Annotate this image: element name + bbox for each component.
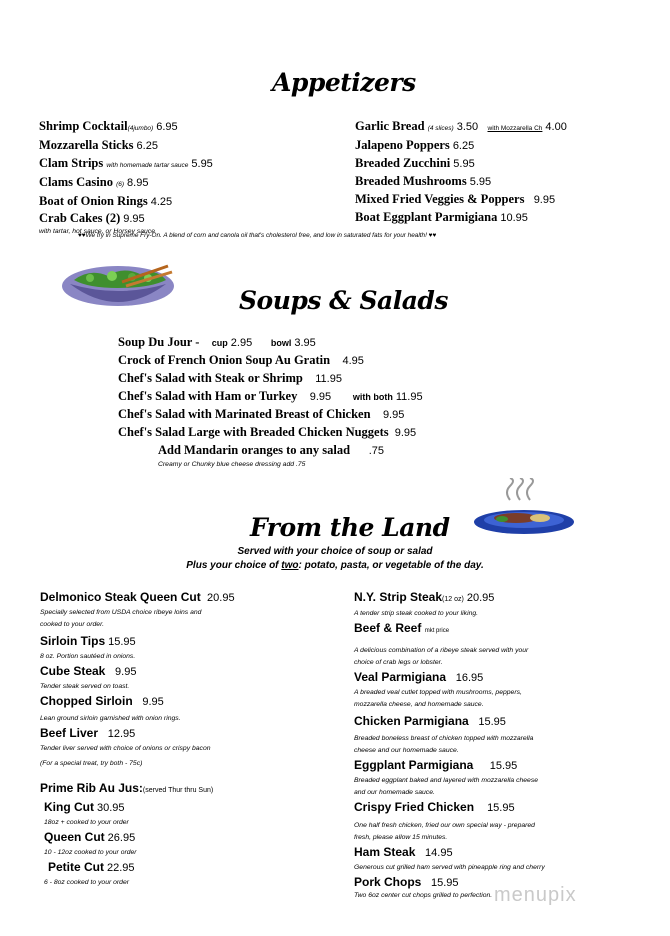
- menu-item: Delmonico Steak Queen Cut 20.95: [40, 590, 235, 604]
- appetizers-heading: Appetizers: [272, 68, 416, 97]
- menu-item: Cube Steak 9.95: [40, 664, 137, 678]
- menu-item: Eggplant Parmigiana 15.95: [354, 758, 518, 772]
- menu-item: Soup Du Jour - cup 2.95 bowl 3.95: [118, 335, 316, 349]
- item-description: (For a special treat, try both - 75c): [40, 760, 143, 767]
- item-description: A tender strip steak cooked to your liking.: [354, 610, 479, 617]
- menu-item: Add Mandarin oranges to any salad .75: [158, 443, 384, 457]
- item-description: cooked to your order.: [40, 621, 104, 628]
- menu-item: Prime Rib Au Jus:(served Thur thru Sun): [40, 781, 214, 795]
- land-left-column: [40, 589, 235, 889]
- prime-rib-cuts: [40, 799, 235, 889]
- menu-item: Crab Cakes (2) 9.95: [39, 211, 145, 225]
- menu-item: Crispy Fried Chicken 15.95: [354, 800, 515, 814]
- item-description: Breaded eggplant baked and layered with mozzarella cheese: [354, 777, 539, 784]
- soups-salads-heading: Soups & Salads: [239, 286, 448, 315]
- item-description: Generous cut grilled ham served with pineapple ring and cherry: [354, 864, 545, 871]
- menu-item: N.Y. Strip Steak(12 oz) 20.95: [354, 590, 495, 604]
- menu-item: Shrimp Cocktail(4jumbo) 6.95: [39, 119, 178, 133]
- item-description: 10 - 12oz cooked to your order: [44, 849, 137, 856]
- menu-item: Breaded Zucchini 5.95: [355, 156, 475, 170]
- menu-item: Breaded Mushrooms 5.95: [355, 174, 492, 188]
- menu-item: Jalapeno Poppers 6.25: [355, 138, 475, 152]
- item-description: choice of crab legs or lobster.: [354, 659, 443, 666]
- land-subtitle-line1: Served with your choice of soup or salad: [237, 546, 433, 557]
- item-description: Two 6oz center cut chops grilled to perfection.: [354, 892, 493, 899]
- menu-item: Beef & Reef mkt price: [354, 621, 450, 635]
- item-description: fresh, please allow 15 minutes.: [354, 834, 448, 841]
- menupix-watermark: menupix: [494, 884, 577, 906]
- item-description: 18oz + cooked to your order: [44, 819, 129, 826]
- salad-bowl-icon: [60, 262, 178, 315]
- menu-item: Chicken Parmigiana 15.95: [354, 714, 506, 728]
- menu-item: Mozzarella Sticks 6.25: [39, 138, 158, 152]
- item-description: Tender liver served with choice of onions or crispy bacon: [40, 745, 211, 752]
- menu-item: Clam Strips with homemade tartar sauce 5.95: [39, 156, 213, 170]
- menu-item: Chef's Salad Large with Breaded Chicken Nuggets 9.95: [118, 425, 417, 439]
- soups-salads-list: [118, 334, 423, 470]
- dressing-note: Creamy or Chunky blue cheese dressing add .75: [158, 461, 306, 468]
- item-description: Breaded boneless breast of chicken topped with mozzarella: [354, 735, 534, 742]
- from-the-land-heading: From the Land: [250, 513, 450, 542]
- fry-oil-note: ♥♥We fry in Supreme Fry-On. A blend of corn and canola oil that's cholesterol free, and low in saturated fats for your health! ♥♥: [78, 232, 437, 239]
- item-description: and our homemade sauce.: [354, 789, 435, 796]
- item-description: A breaded veal cutlet topped with mushrooms, peppers,: [354, 689, 522, 696]
- menu-item: Boat of Onion Rings 4.25: [39, 194, 173, 208]
- menu-item: Chef's Salad with Marinated Breast of Chicken 9.95: [118, 407, 405, 421]
- menu-item: King Cut 30.95: [44, 800, 125, 814]
- menu-item: Boat Eggplant Parmigiana 10.95: [355, 210, 528, 224]
- item-description: 8 oz. Portion sautéed in onions.: [40, 653, 136, 660]
- menu-item: Clams Casino (6) 8.95: [39, 175, 149, 189]
- item-description: 6 - 8oz cooked to your order: [44, 879, 130, 886]
- item-description: cheese and our homemade sauce.: [354, 747, 459, 754]
- menu-item: Mixed Fried Veggies & Poppers 9.95: [355, 192, 556, 206]
- item-description: Lean ground sirloin garnished with onion rings.: [40, 715, 181, 722]
- menu-item: Beef Liver 12.95: [40, 726, 136, 740]
- menu-item: Veal Parmigiana 16.95: [354, 670, 484, 684]
- item-description: Specially selected from USDA choice ribeye loins and: [40, 609, 202, 616]
- menu-item: Chef's Salad with Ham or Turkey 9.95 with both 11.95: [118, 389, 423, 403]
- land-subtitle: [0, 545, 670, 573]
- menu-item: Queen Cut 26.95: [44, 830, 136, 844]
- appetizers-left-column: [39, 118, 213, 236]
- menu-item: Pork Chops 15.95: [354, 875, 459, 889]
- land-subtitle-line2: Plus your choice of two: potato, pasta, or vegetable of the day.: [186, 560, 484, 571]
- item-description: mozzarella cheese, and homemade sauce.: [354, 701, 484, 708]
- item-description: A delicious combination of a ribeye steak served with your: [354, 647, 529, 654]
- menu-item: Chopped Sirloin 9.95: [40, 694, 164, 708]
- menu-item: Garlic Bread (4 slices) 3.50 with Mozzarella Ch 4.00: [355, 119, 567, 133]
- appetizers-right-column: [355, 118, 567, 227]
- land-right-column: [354, 589, 545, 900]
- item-description: Tender steak served on toast.: [40, 683, 130, 690]
- menu-item: Petite Cut 22.95: [48, 860, 135, 874]
- menu-item: Sirloin Tips 15.95: [40, 634, 136, 648]
- steak-plate-icon: [472, 478, 576, 543]
- item-description: One half fresh chicken, fried our own special way - prepared: [354, 822, 535, 829]
- menu-item: Chef's Salad with Steak or Shrimp 11.95: [118, 371, 342, 385]
- menu-item: Crock of French Onion Soup Au Gratin 4.95: [118, 353, 364, 367]
- crab-cakes-note: with tartar, hot sauce, or Horsey sauce: [39, 228, 155, 235]
- menu-item: Ham Steak 14.95: [354, 845, 453, 859]
